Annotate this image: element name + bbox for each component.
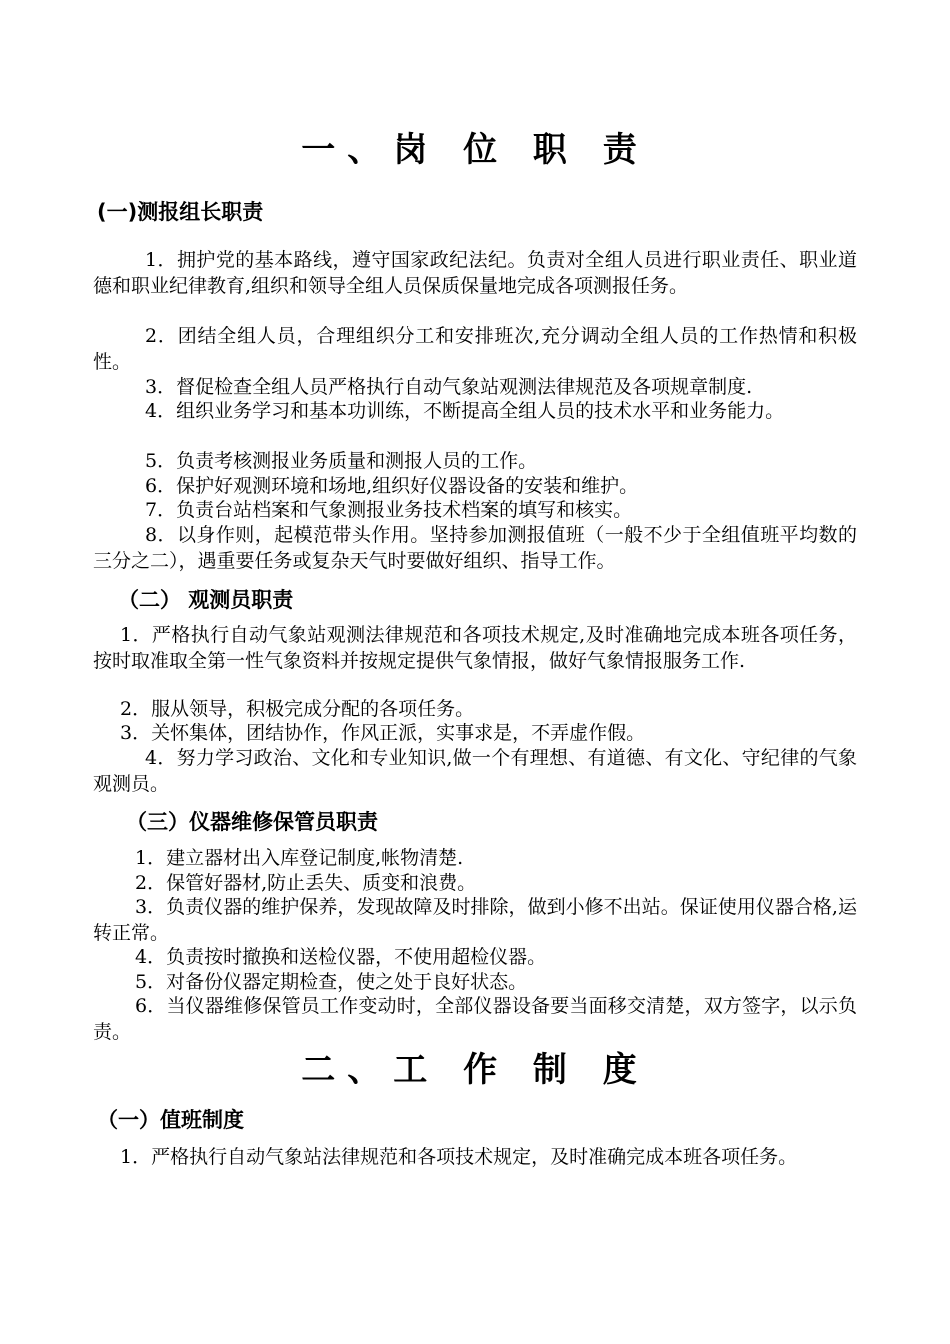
paragraph: 2．团结全组人员，合理组织分工和安排班次,充分调动全组人员的工作热情和积极性。 xyxy=(93,325,857,373)
paragraph: 4．努力学习政治、文化和专业知识,做一个有理想、有道德、有文化、守纪律的气象观测员。 xyxy=(93,747,857,795)
section-title: 一、岗 位 职 责 xyxy=(301,130,649,170)
paragraph: 2．保管好器材,防止丢失、质变和浪费。 xyxy=(135,872,477,894)
paragraph: 5．负责考核测报业务质量和测报人员的工作。 xyxy=(145,450,538,472)
paragraph: 1．拥护党的基本路线，遵守国家政纪法纪。负责对全组人员进行职业责任、职业道德和职业纪律教育,组织和领导全组人员保质保量地完成各项测报任务。 xyxy=(93,249,857,297)
subsection-heading: （二） 观测员职责 xyxy=(118,588,294,612)
subsection-heading: （一）值班制度 xyxy=(97,1108,244,1132)
paragraph: 1．严格执行自动气象站法律规范和各项技术规定，及时准确完成本班各项任务。 xyxy=(120,1146,798,1168)
paragraph: 5．对备份仪器定期检查，使之处于良好状态。 xyxy=(135,971,528,993)
paragraph: 3．负责仪器的维护保养，发现故障及时排除，做到小修不出站。保证使用仪器合格,运转正常。 xyxy=(93,896,857,944)
paragraph: 3．督促检查全组人员严格执行自动气象站观测法律规范及各项规章制度. xyxy=(145,376,753,398)
paragraph: 6．当仪器维修保管员工作变动时，全部仪器设备要当面移交清楚，双方签字，以示负责。 xyxy=(93,995,857,1043)
paragraph: 7．负责台站档案和气象测报业务技术档案的填写和核实。 xyxy=(145,499,633,521)
paragraph: 2．服从领导，积极完成分配的各项任务。 xyxy=(120,698,475,720)
subsection-heading: (一)测报组长职责 xyxy=(97,200,264,224)
paragraph: 8．以身作则，起模范带头作用。坚持参加测报值班（一般不少于全组值班平均数的三分之二），遇重要任务或复杂天气时要做好组织、指导工作。 xyxy=(93,524,857,572)
paragraph: 1．建立器材出入库登记制度,帐物清楚. xyxy=(135,847,464,869)
paragraph: 6．保护好观测环境和场地,组织好仪器设备的安装和维护。 xyxy=(145,475,639,497)
paragraph: 4．负责按时撤换和送检仪器，不使用超检仪器。 xyxy=(135,946,547,968)
section-title: 二、工 作 制 度 xyxy=(301,1050,649,1090)
paragraph: 4．组织业务学习和基本功训练，不断提高全组人员的技术水平和业务能力。 xyxy=(145,400,785,422)
subsection-heading: （三）仪器维修保管员职责 xyxy=(126,810,378,834)
paragraph: 1．严格执行自动气象站观测法律规范和各项技术规定,及时准确地完成本班各项任务，按时取准取全第一性气象资料并按规定提供气象情报，做好气象情报服务工作. xyxy=(93,624,857,672)
paragraph: 3．关怀集体，团结协作，作风正派，实事求是，不弄虚作假。 xyxy=(120,722,646,744)
